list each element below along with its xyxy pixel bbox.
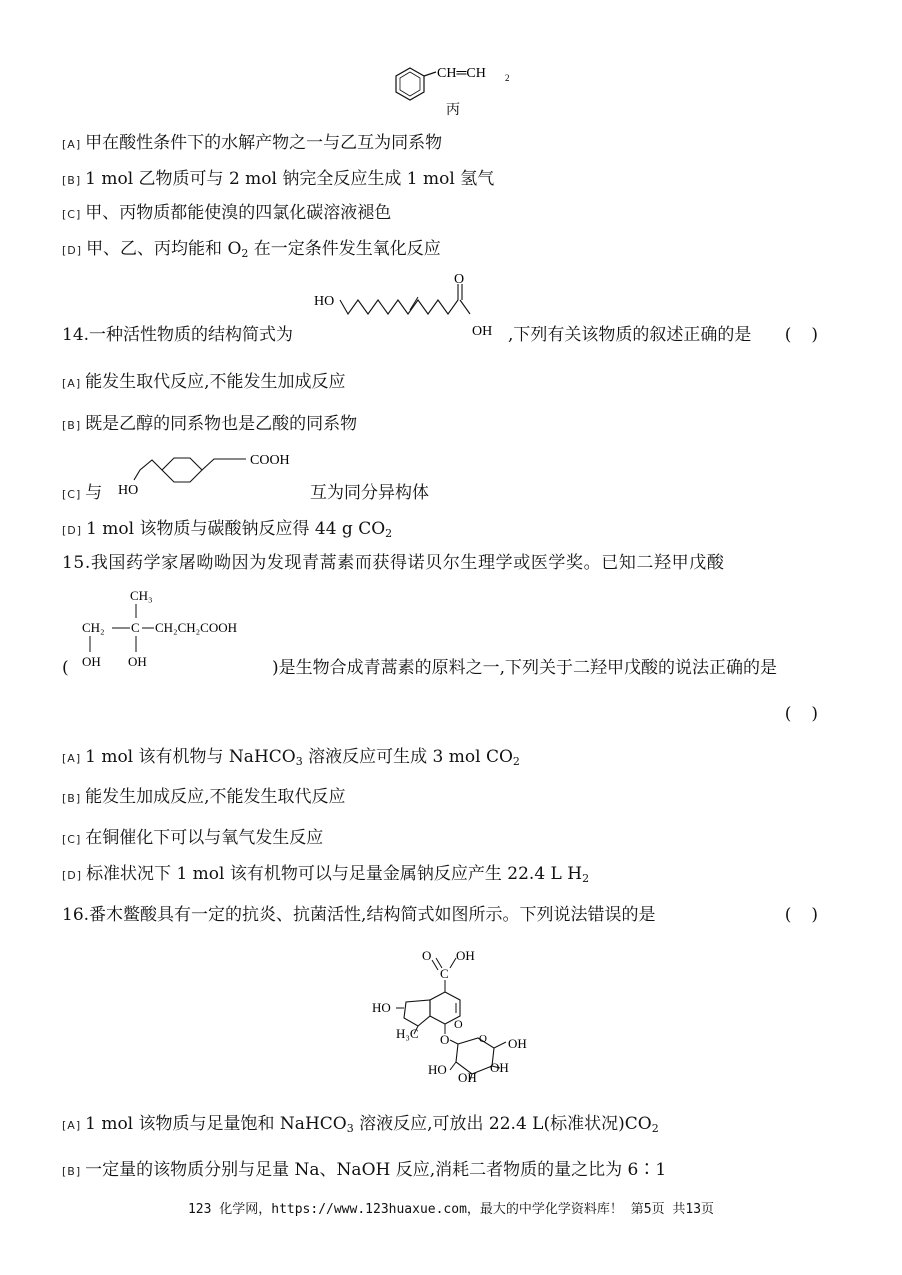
- q15-ch3: CH₃: [130, 588, 153, 603]
- option-text: 能发生加成反应,不能发生取代反应: [85, 787, 346, 807]
- q15-answer-bracket[interactable]: (): [784, 704, 838, 724]
- q15-option-b[interactable]: [62, 786, 346, 810]
- q16-ring-o: O: [454, 1017, 463, 1031]
- option-subscript: 2: [385, 527, 393, 540]
- option-tag: [B]: [62, 419, 82, 432]
- option-text: 1 mol 该有机物与 NaHCO: [85, 747, 296, 767]
- option-tag: [B]: [62, 792, 82, 805]
- q16-oh-r: OH: [508, 1036, 527, 1051]
- q14-o: O: [454, 272, 465, 287]
- q13-option-a[interactable]: [62, 132, 442, 156]
- option-text: 与: [85, 483, 103, 503]
- q14c-structure: [118, 446, 308, 498]
- option-text: 甲在酸性条件下的水解产物之一与乙互为同系物: [85, 133, 443, 153]
- option-text: 1 mol 该物质与足量饱和 NaHCO: [85, 1114, 347, 1134]
- compound-label-bing: 丙: [446, 103, 460, 118]
- option-tag: [A]: [62, 1119, 82, 1132]
- option-tag: [B]: [62, 1165, 82, 1178]
- option-text: 一定量的该物质分别与足量 Na、NaOH 反应,消耗二者物质的量之比为 6∶1: [85, 1160, 667, 1180]
- q16-ho-left: HO: [372, 1000, 391, 1015]
- option-tag: [C]: [62, 488, 82, 501]
- q15-structure: [78, 586, 278, 678]
- styrene-sub: 2: [505, 73, 510, 83]
- q16-structure: [366, 944, 538, 1084]
- option-text: 在铜催化下可以与氧气发生反应: [85, 828, 324, 848]
- q13-option-d[interactable]: [62, 238, 441, 265]
- q15-oh2: OH: [128, 654, 147, 669]
- option-tag: [D]: [62, 244, 83, 257]
- option-text: 溶液反应,可放出 22.4 L(标准状况)CO: [353, 1114, 652, 1134]
- option-text: 标准状况下 1 mol 该有机物可以与足量金属钠反应产生 22.4 L H: [86, 864, 583, 884]
- option-subscript: 2: [512, 755, 520, 768]
- q14-stem-right: ,下列有关该物质的叙述正确的是: [508, 325, 752, 345]
- q14-stem-left: 14.一种活性物质的结构简式为: [62, 325, 294, 345]
- option-tag: [A]: [62, 752, 82, 765]
- q14-answer-bracket[interactable]: (): [784, 325, 838, 345]
- q14c-ho: HO: [118, 483, 139, 498]
- option-text: 1 mol 乙物质可与 2 mol 钠完全反应生成 1 mol 氢气: [85, 169, 495, 189]
- q14-option-c[interactable]: [62, 482, 102, 506]
- option-tag: [D]: [62, 524, 83, 537]
- styrene-chain: CH═CH: [437, 66, 486, 81]
- q14-option-c-tail: 互为同分异构体: [310, 483, 429, 503]
- option-text: 能发生取代反应,不能发生加成反应: [85, 372, 346, 392]
- q15-open-paren: (: [62, 658, 69, 678]
- q14c-cooh: COOH: [250, 453, 290, 468]
- option-subscript: 2: [241, 247, 249, 260]
- q15-oh1: OH: [82, 654, 101, 669]
- q13-option-c[interactable]: [62, 202, 391, 226]
- q16-option-a[interactable]: [62, 1113, 659, 1140]
- page-footer: 123 化学网，https://www.123huaxue.com，最大的中学化学资料库！ 第5页 共13页: [187, 1202, 715, 1217]
- option-text: 在一定条件发生氧化反应: [248, 239, 441, 259]
- q16-ho-b: HO: [428, 1062, 447, 1077]
- q14-ho: HO: [314, 294, 335, 309]
- option-tag: [C]: [62, 833, 82, 846]
- option-subscript: 3: [346, 1122, 354, 1135]
- q14-oh: OH: [472, 324, 493, 339]
- option-text: 溶液反应可生成 3 mol CO: [302, 747, 513, 767]
- q13-option-b[interactable]: [62, 168, 494, 192]
- q16-oh-b2: OH: [490, 1060, 509, 1075]
- option-text: 既是乙醇的同系物也是乙酸的同系物: [85, 414, 358, 434]
- option-text: 甲、丙物质都能使溴的四氯化碳溶液褪色: [85, 203, 392, 223]
- option-tag: [A]: [62, 138, 82, 151]
- option-tag: [D]: [62, 869, 83, 882]
- q16-answer-bracket[interactable]: (): [784, 905, 838, 925]
- q15-option-a[interactable]: [62, 746, 520, 773]
- q16-sugar-o: O: [479, 1033, 487, 1045]
- q14-option-d[interactable]: [62, 518, 392, 545]
- q15-option-d[interactable]: [62, 863, 589, 890]
- q15-stem-line1: 15.我国药学家屠呦呦因为发现青蒿素而获得诺贝尔生理学或医学奖。已知二羟甲戊酸: [62, 553, 725, 573]
- q15-stem-line2: )是生物合成青蒿素的原料之一,下列关于二羟甲戊酸的说法正确的是: [272, 658, 778, 678]
- styrene-structure: [390, 60, 520, 122]
- q16-h3c: H₃C: [396, 1026, 419, 1041]
- q14-option-a[interactable]: [62, 371, 346, 395]
- q15-option-c[interactable]: [62, 827, 323, 851]
- option-text: 1 mol 该物质与碳酸钠反应得 44 g CO: [86, 519, 386, 539]
- option-tag: [A]: [62, 377, 82, 390]
- option-subscript: 3: [295, 755, 303, 768]
- option-subscript: 2: [582, 872, 590, 885]
- option-tag: [B]: [62, 174, 82, 187]
- q16-c: C: [440, 966, 449, 981]
- q16-oh-top: OH: [456, 948, 475, 963]
- option-text: 甲、乙、丙均能和 O: [86, 239, 242, 259]
- q16-o-top: O: [422, 948, 432, 963]
- q15-ch2: CH₂: [82, 620, 105, 635]
- q16-oh-b: OH: [458, 1070, 477, 1084]
- option-subscript: 2: [651, 1122, 659, 1135]
- q15-chain: CH₂CH₂COOH: [155, 620, 238, 635]
- option-tag: [C]: [62, 208, 82, 221]
- q14-structure: [312, 272, 512, 342]
- q16-option-b[interactable]: [62, 1159, 666, 1183]
- q16-o-link: O: [440, 1032, 450, 1047]
- q15-c: C: [131, 620, 140, 635]
- q14-option-b[interactable]: [62, 413, 357, 437]
- q16-stem: 16.番木鳖酸具有一定的抗炎、抗菌活性,结构简式如图所示。下列说法错误的是: [62, 905, 656, 925]
